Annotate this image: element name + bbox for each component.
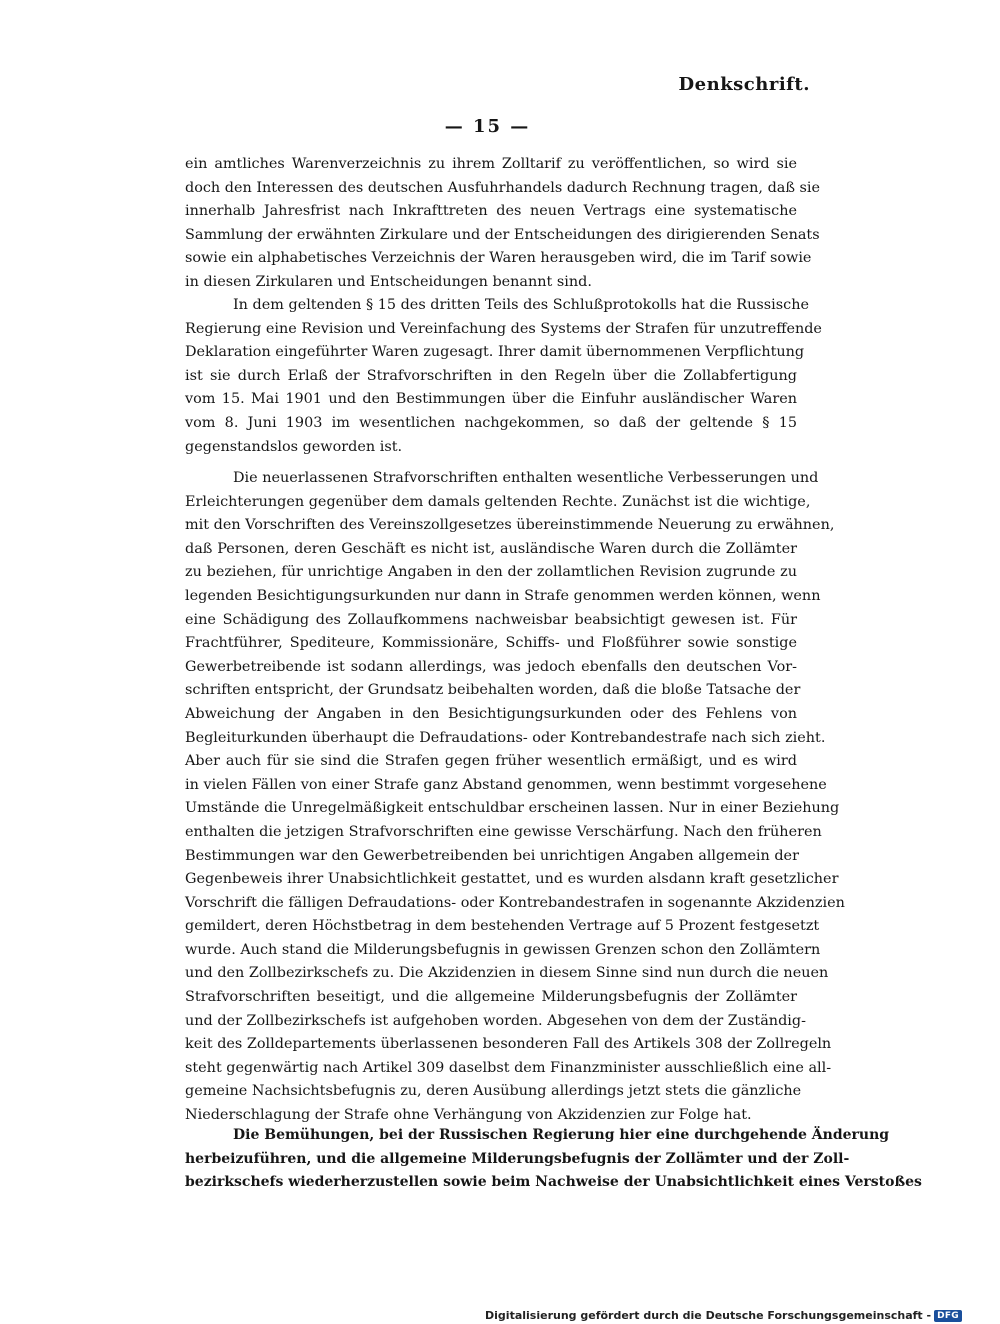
running-header-title: Denkschrift. bbox=[678, 74, 810, 95]
page-number: — 15 — bbox=[444, 116, 531, 137]
text-line: Umstände die Unregelmäßigkeit entschuldbar erscheinen lassen. Nur in einer Beziehung bbox=[185, 800, 840, 817]
text-line: legenden Besichtigungsurkunden nur dann in Strafe genommen werden können, wenn bbox=[185, 587, 821, 604]
text-line: eine Schädigung des Zollaufkommens nachweisbar beabsichtigt gewesen ist. Für bbox=[185, 611, 797, 628]
text-line: Niederschlagung der Strafe ohne Verhängung von Akzidenzien zur Folge hat. bbox=[185, 1107, 752, 1124]
text-line: sowie ein alphabetisches Verzeichnis der Waren herausgeben wird, die im Tarif sowie bbox=[185, 250, 812, 267]
text-line: vom 15. Mai 1901 und den Bestimmungen über die Einfuhr ausländischer Waren bbox=[185, 391, 797, 408]
text-line: Vorschrift die fälligen Defraudations- oder Kontrebandestrafen in sogenannte Akzidenzien bbox=[185, 894, 845, 911]
text-line: bezirkschefs wiederherzustellen sowie beim Nachweise der Unabsichtlichkeit eines Verstoßes bbox=[185, 1174, 922, 1191]
text-line: gemildert, deren Höchstbetrag in dem bestehenden Vertrage auf 5 Prozent festgesetzt bbox=[185, 918, 820, 935]
text-line: keit des Zolldepartements überlassenen besonderen Fall des Artikels 308 der Zollregeln bbox=[185, 1036, 832, 1053]
paragraph-3 bbox=[185, 467, 845, 1128]
text-line: enthalten die jetzigen Strafvorschriften eine gewisse Verschärfung. Nach den früheren bbox=[185, 823, 822, 840]
text-line: Deklaration eingeführter Waren zugesagt. Ihrer damit übernommenen Verpflichtung bbox=[185, 344, 805, 361]
text-line: Die neuerlassenen Strafvorschriften enthalten wesentliche Verbesserungen und bbox=[233, 470, 819, 486]
text-line: gemeine Nachsichtsbefugnis zu, deren Ausübung allerdings jetzt stets die gänzliche bbox=[185, 1083, 802, 1100]
paragraph-4 bbox=[185, 1124, 922, 1195]
text-line: in diesen Zirkularen und Entscheidungen benannt sind. bbox=[185, 273, 592, 290]
text-line: schriften entspricht, der Grundsatz beibehalten worden, daß die bloße Tatsache der bbox=[185, 682, 801, 699]
text-line: Aber auch für sie sind die Strafen gegen früher wesentlich ermäßigt, und es wird bbox=[185, 753, 797, 770]
text-line: Die Bemühungen, bei der Russischen Regierung hier eine durchgehende Änderung bbox=[233, 1127, 890, 1143]
text-line: daß Personen, deren Geschäft es nicht ist, ausländische Waren durch die Zollämter bbox=[185, 540, 797, 557]
text-line: Abweichung der Angaben in den Besichtigungsurkunden oder des Fehlens von bbox=[185, 705, 797, 722]
footer-credit bbox=[485, 1309, 962, 1322]
text-line: innerhalb Jahresfrist nach Inkrafttreten des neuen Vertrags eine systematische bbox=[185, 203, 797, 220]
footer-credit-text: Digitalisierung gefördert durch die Deutsche Forschungsgemeinschaft - bbox=[485, 1309, 932, 1322]
text-line: Erleichterungen gegenüber dem damals geltenden Rechte. Zunächst ist die wichtige, bbox=[185, 493, 811, 510]
text-line: In dem geltenden § 15 des dritten Teils des Schlußprotokolls hat die Russische bbox=[233, 297, 809, 313]
text-line: Sammlung der erwähnten Zirkulare und der Entscheidungen des dirigierenden Senats bbox=[185, 226, 820, 243]
text-line: Begleiturkunden überhaupt die Defraudations- oder Kontrebandestrafe nach sich zieht. bbox=[185, 729, 826, 746]
text-line: doch den Interessen des deutschen Ausfuhrhandels dadurch Rechnung tragen, daß sie bbox=[185, 179, 821, 196]
text-line: Strafvorschriften beseitigt, und die allgemeine Milderungsbefugnis der Zollämter bbox=[185, 989, 797, 1006]
text-line: ist sie durch Erlaß der Strafvorschriften in den Regeln über die Zollabfertigung bbox=[185, 367, 797, 384]
text-line: und der Zollbezirkschefs ist aufgehoben worden. Abgesehen von dem der Zuständig- bbox=[185, 1012, 806, 1029]
paragraph-1 bbox=[185, 153, 821, 295]
paragraph-2 bbox=[185, 294, 822, 459]
text-line: steht gegenwärtig nach Artikel 309 daselbst dem Finanzminister ausschließlich eine all- bbox=[185, 1059, 832, 1076]
text-line: Bestimmungen war den Gewerbetreibenden bei unrichtigen Angaben allgemein der bbox=[185, 847, 799, 864]
text-line: mit den Vorschriften des Vereinszollgesetzes übereinstimmende Neuerung zu erwähnen, bbox=[185, 517, 835, 534]
text-line: zu beziehen, für unrichtige Angaben in den der zollamtlichen Revision zugrunde zu bbox=[185, 564, 797, 581]
text-line: ein amtliches Warenverzeichnis zu ihrem Zolltarif zu veröffentlichen, so wird sie bbox=[185, 156, 797, 172]
text-line: und den Zollbezirkschefs zu. Die Akzidenzien in diesem Sinne sind nun durch die neuen bbox=[185, 965, 829, 982]
text-line: vom 8. Juni 1903 im wesentlichen nachgekommen, so daß der geltende § 15 bbox=[185, 414, 797, 431]
text-line: Gegenbeweis ihrer Unabsichtlichkeit gestattet, und es wurden alsdann kraft gesetzlicher bbox=[185, 871, 839, 888]
text-line: Regierung eine Revision und Vereinfachung des Systems der Strafen für unzutreffende bbox=[185, 320, 822, 337]
text-line: gegenstandslos geworden ist. bbox=[185, 438, 403, 455]
text-line: Frachtführer, Spediteure, Kommissionäre, Schiffs- und Floßführer sowie sonstige bbox=[185, 635, 797, 652]
text-line: in vielen Fällen von einer Strafe ganz Abstand genommen, wenn bestimmt vorgesehene bbox=[185, 776, 827, 793]
text-line: herbeizuführen, und die allgemeine Milderungsbefugnis der Zollämter und der Zoll- bbox=[185, 1150, 850, 1167]
text-line: wurde. Auch stand die Milderungsbefugnis in gewissen Grenzen schon den Zollämtern bbox=[185, 941, 821, 958]
text-line: Gewerbetreibende ist sodann allerdings, was jedoch ebenfalls den deutschen Vor- bbox=[185, 658, 797, 675]
dfg-logo: DFG bbox=[934, 1310, 962, 1322]
